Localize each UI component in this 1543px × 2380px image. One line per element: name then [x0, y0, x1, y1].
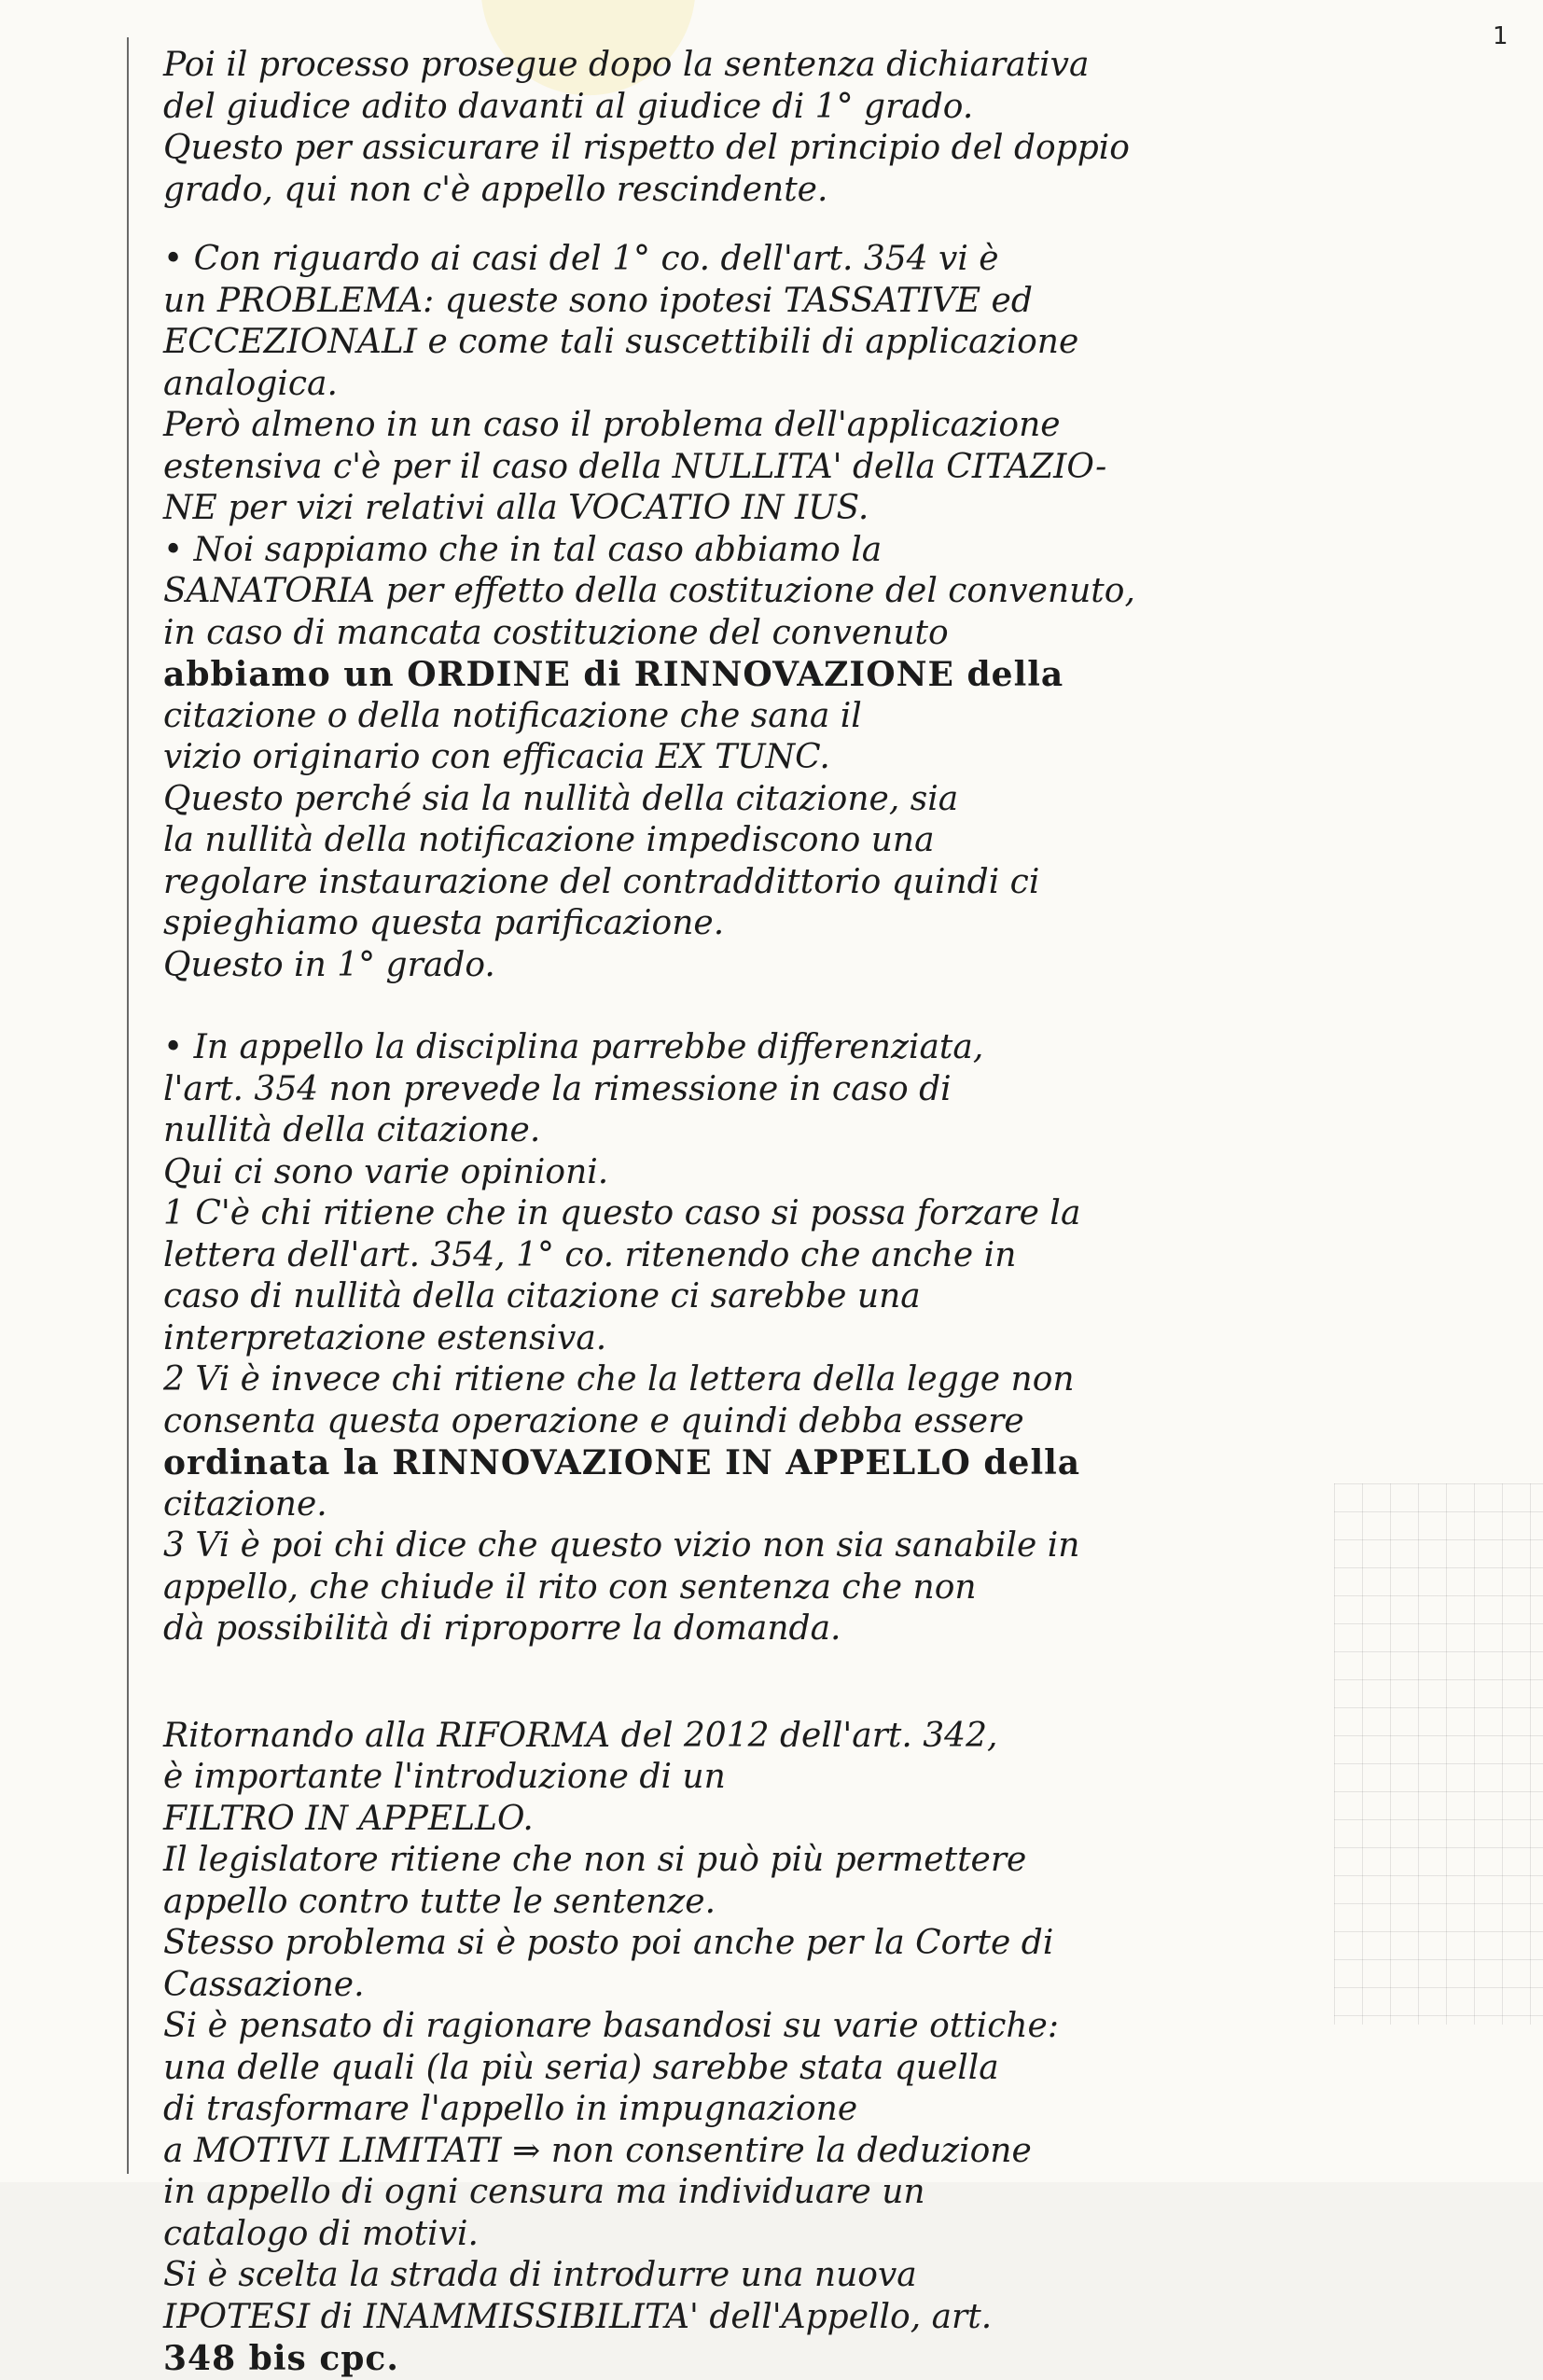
text-line: Questo perché sia la nullità della citazione, sia: [163, 779, 959, 818]
text-line: 2 Vi è invece chi ritiene che la lettera della legge non: [163, 1360, 1075, 1399]
handwritten-notes: [163, 45, 1507, 2380]
text-line: analogica.: [163, 364, 338, 403]
text-line: appello contro tutte le sentenze.: [163, 1882, 716, 1921]
paragraph-1: [163, 45, 1507, 211]
text-line: grado, qui non c'è appello rescindente.: [163, 170, 828, 209]
text-line: Stesso problema si è posto poi anche per la Corte di: [163, 1924, 1054, 1962]
text-line: nullità della citazione.: [163, 1111, 541, 1149]
text-line: è importante l'introduzione di un: [163, 1758, 726, 1796]
text-line-emphasis: 348 bis cpc.: [163, 2339, 399, 2378]
text-line: caso di nullità della citazione ci sarebbe una: [163, 1277, 921, 1315]
text-line-emphasis: ordinata la RINNOVAZIONE IN APPELLO della: [163, 1443, 1081, 1482]
text-line: 1 C'è chi ritiene che in questo caso si possa forzare la: [163, 1194, 1081, 1232]
text-line: l'art. 354 non prevede la rimessione in caso di: [163, 1069, 952, 1108]
text-line: un PROBLEMA: queste sono ipotesi TASSATIVE ed: [163, 281, 1033, 320]
text-line: interpretazione estensiva.: [163, 1318, 607, 1357]
text-line: consenta questa operazione e quindi debba essere: [163, 1401, 1024, 1441]
text-line: una delle quali (la più seria) sarebbe stata quella: [163, 2048, 999, 2087]
text-line: Qui ci sono varie opinioni.: [163, 1152, 609, 1191]
text-line: Il legislatore ritiene che non si può più permettere: [163, 1841, 1027, 1879]
text-line: Si è scelta la strada di introdurre una nuova: [163, 2256, 917, 2294]
text-line: Poi il processo prosegue dopo la sentenza dichiarativa: [163, 46, 1090, 84]
text-line: SANATORIA per effetto della costituzione del convenuto,: [163, 572, 1135, 610]
text-line: in caso di mancata costituzione del convenuto: [163, 613, 949, 652]
text-line: spieghiamo questa parificazione.: [163, 904, 725, 942]
text-line: Ritornando alla RIFORMA del 2012 dell'art. 342,: [163, 1716, 998, 1755]
text-line: Questo in 1° grado.: [163, 945, 495, 984]
page-number: 1: [1493, 22, 1508, 50]
paragraph-2: [163, 239, 1507, 986]
text-line: di trasformare l'appello in impugnazione: [163, 2090, 858, 2128]
text-line: del giudice adito davanti al giudice di 1° grado.: [163, 87, 974, 126]
text-line-emphasis: abbiamo un ORDINE di RINNOVAZIONE della: [163, 655, 1064, 694]
text-line: ECCEZIONALI e come tali suscettibili di applicazione: [163, 323, 1079, 361]
text-line: • Con riguardo ai casi del 1° co. dell'art. 354 vi è: [163, 240, 999, 278]
text-line: • In appello la disciplina parrebbe differenziata,: [163, 1028, 984, 1066]
text-line: citazione o della notificazione che sana il: [163, 696, 862, 735]
text-line: Questo per assicurare il rispetto del principio del doppio: [163, 129, 1130, 167]
text-line: IPOTESI di INAMMISSIBILITA' dell'Appello, art.: [163, 2297, 993, 2336]
text-line: • Noi sappiamo che in tal caso abbiamo la: [163, 530, 883, 569]
left-margin-line: [127, 37, 129, 2174]
text-line: Cassazione.: [163, 1965, 365, 2004]
text-line: regolare instaurazione del contraddittorio quindi ci: [163, 862, 1040, 901]
text-line: NE per vizi relativi alla VOCATIO IN IUS.: [163, 489, 869, 527]
text-line: lettera dell'art. 354, 1° co. ritenendo che anche in: [163, 1235, 1017, 1274]
text-line: Però almeno in un caso il problema dell'applicazione: [163, 406, 1061, 444]
paragraph-3: [163, 1027, 1507, 1650]
text-line: catalogo di motivi.: [163, 2214, 479, 2253]
text-line: 3 Vi è poi chi dice che questo vizio non sia sanabile in: [163, 1526, 1080, 1565]
text-line: citazione.: [163, 1484, 327, 1524]
text-line: in appello di ogni censura ma individuare un: [163, 2173, 925, 2211]
text-line: dà possibilità di riproporre la domanda.: [163, 1609, 841, 1648]
text-line: la nullità della notificazione impediscono una: [163, 821, 935, 859]
text-line: a MOTIVI LIMITATI ⇒ non consentire la deduzione: [163, 2131, 1032, 2170]
text-line: Si è pensato di ragionare basandosi su varie ottiche:: [163, 2007, 1059, 2045]
text-line: vizio originario con efficacia EX TUNC.: [163, 738, 830, 776]
text-line: appello, che chiude il rito con sentenza che non: [163, 1567, 977, 1607]
text-line: estensiva c'è per il caso della NULLITA' della CITAZIO-: [163, 447, 1107, 486]
text-line: FILTRO IN APPELLO.: [163, 1799, 534, 1838]
paragraph-4: [163, 1716, 1507, 2380]
